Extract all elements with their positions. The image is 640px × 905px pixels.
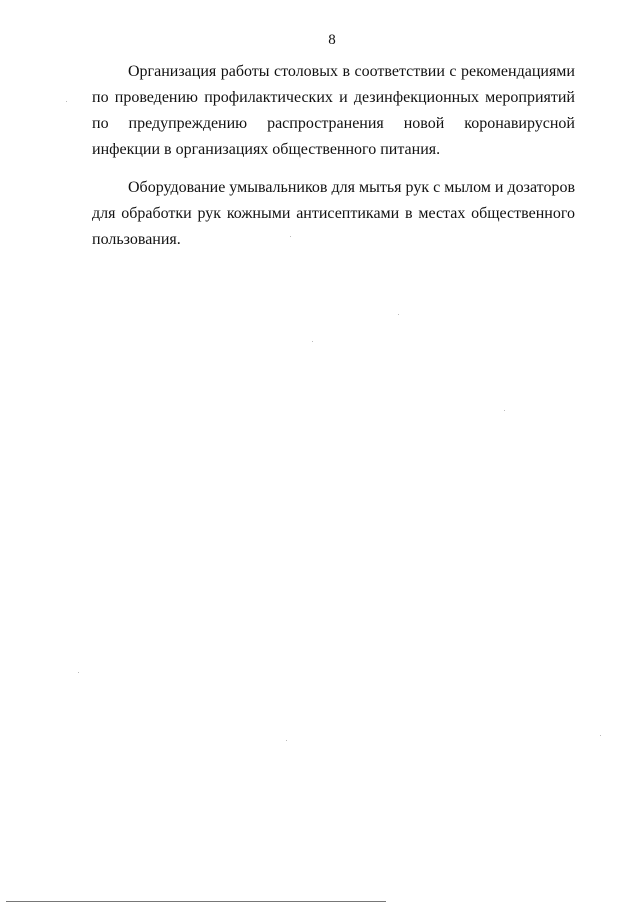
page-number: 8 (328, 32, 336, 48)
scan-speck (78, 672, 79, 673)
scan-edge-line (6, 901, 386, 902)
scan-speck (312, 341, 313, 342)
scan-speck (600, 735, 601, 736)
paragraph-washbasin-equipment: Оборудование умывальников для мытья рук с мылом и дозаторов для обработки рук кожными антисептиками в местах общественного пользования. (92, 179, 575, 248)
scan-speck (286, 740, 287, 741)
scan-speck (290, 236, 291, 237)
paragraph-canteen-organization: Организация работы столовых в соответствии с рекомендациями по проведению профилактических и дезинфекционных мероприятий по предупреждению распространения новой коронавирусной инфекции в организациях общественного питания. (92, 63, 575, 158)
scan-speck (66, 101, 67, 102)
document-body (92, 59, 575, 265)
scan-speck (504, 410, 505, 411)
scan-speck (398, 314, 399, 315)
